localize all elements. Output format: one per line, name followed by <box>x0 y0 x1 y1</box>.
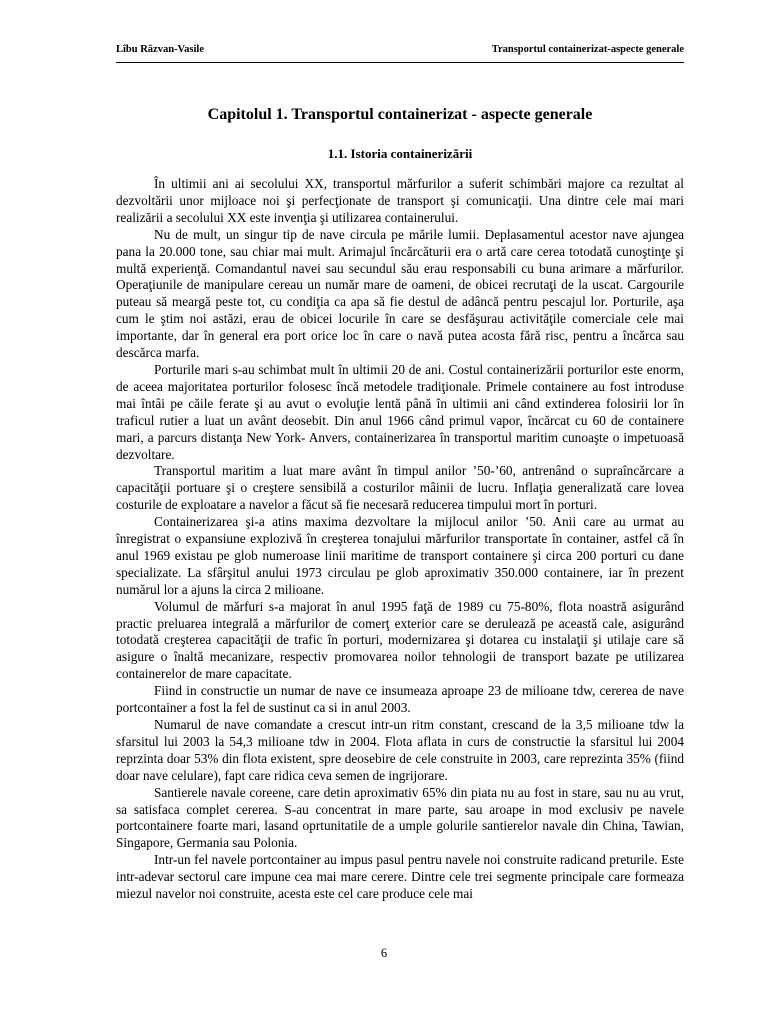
paragraph: În ultimii ani ai secolului XX, transportul mărfurilor a suferit schimbări majore ca rezultat al dezvoltării unor mijloace noi şi perfecţionate de transport şi comunicaţii. Una dintre cele mai mari realizării a secolului XX este invenţia şi utilizarea containerului. <box>116 176 684 225</box>
paragraph: Nu de mult, un singur tip de nave circula pe mările lumii. Deplasamentul acestor nave ajungea pana la 20.000 tone, sau chiar mai mult. Arimajul încărcăturii era o artă care cerea totodată cunoştinţe şi multă experienţă. Comandantul navei sau secundul său erau responsabili cu buna arimare a mărfurilor. Operaţiunile de manipulare cereau un număr mare de oameni, de obicei recrutaţi de la uscat. Cargourile puteau să meargă peste tot, cu condiţia ca apa să fie destul de adâncă pentru pescajul lor. Porturile, aşa cum le ştim noi astăzi, erau de obicei locurile în care se desfăşurau activităţile comerciale cele mai importante, dar în general era port orice loc în care o navă putea acosta fără risc, pentru a încărca sau descărca marfa. <box>116 226 684 361</box>
paragraph: Santierele navale coreene, care detin aproximativ 65% din piata nu au fost in stare, sau nu au vrut, sa satisfaca complet cererea. S-au concentrat in mare parte, sau aroape in mod exclusiv pe navele portcontainere foarte mari, lasand oprtunitatile de a umple golurile santierelor navale din China, Tawian, Singapore, Germania sau Polonia. <box>116 784 684 851</box>
header-divider <box>116 62 684 63</box>
running-header <box>116 44 684 60</box>
paragraph: Containerizarea şi-a atins maxima dezvoltare la mijlocul anilor ’50. Anii care au urmat au înregistrat o expansiune explozivă în creşterea tonajului mărfurilor transportate în container, astfel că în anul 1969 existau pe glob numeroase linii maritime de transport containere şi circa 200 porturi cu dane specializate. La sfârşitul anului 1973 circulau pe glob aproximativ 350.000 containere, iar în prezent numărul lor a ajuns la circa 2 milioane. <box>116 514 684 597</box>
body-text <box>116 176 684 903</box>
section-title: 1.1. Istoria containerizării <box>327 146 473 161</box>
chapter-title: Capitolul 1. Transportul containerizat - aspecte generale <box>207 106 593 123</box>
header-running-title: Transportul containerizat-aspecte generale <box>491 44 684 55</box>
paragraph: Transportul maritim a luat mare avânt în timpul anilor ’50-’60, antrenând o supraîncărcare a capacităţii portuare şi o creştere sensibilă a costurilor mâinii de lucru. Inflaţia generalizată care lovea costurile de exploatare a navelor a făcut să fie necesară reducerea timpului mort în porturi. <box>116 463 684 513</box>
paragraph: Volumul de mărfuri s-a majorat în anul 1995 faţă de 1989 cu 75-80%, flota noastră asigurând practic preluarea integrală a mărfurilor de comerţ exterior care se derulează pe această cale, asigurând totodată creşterea capacităţii de trafic în porturi, modernizarea şi dotarea cu instalaţii şi utilaje care să asigure o înaltă mecanizare, respectiv promovarea noilor tehnologii de transport bazate pe utilizarea containerelor de mare capacitate. <box>116 598 684 682</box>
page-number: 6 <box>380 946 388 960</box>
header-author: Lîbu Răzvan-Vasile <box>116 44 205 55</box>
paragraph: Fiind in constructie un numar de nave ce insumeaza aproape 23 de milioane tdw, cererea de nave portcontainer a fost la fel de sustinut ca si in anul 2003. <box>116 683 684 716</box>
paragraph: Numarul de nave comandate a crescut intr-un ritm constant, crescand de la 3,5 milioane tdw la sfarsitul lui 2003 la 54,3 milioane tdw in 2004. Flota aflata in curs de constructie la sfarsitul lui 2004 reprzinta doar 53% din flota existent, spre deosebire de cele construite in 2003, care reprezinta 35% (fiind doar nave celulare), fapt care ridica ceva semen de ingrijorare. <box>116 717 684 783</box>
paragraph: Intr-un fel navele portcontainer au impus pasul pentru navele noi construite radicand preturile. Este intr-adevar sectorul care impune cea mai mare cerere. Dintre cele trei segmente principale care formeaza miezul navelor noi construite, acesta este cel care produce cele mai <box>116 852 684 902</box>
paragraph: Porturile mari s-au schimbat mult în ultimii 20 de ani. Costul containerizării porturilor este enorm, de aceea majoritatea porturilor folosesc încă metodele tradiţionale. Primele containere au fost introduse mai întâi pe căile ferate şi au avut o evoluţie lentă până în ultimii ani când extinderea folosirii lor în traficul rutier a luat un avânt deosebit. Din anul 1966 când primul vapor, încărcat cu 60 de containere mari, a parcurs distanţa New York- Anvers, containerizarea în transportul maritim cunoaşte o impetuoasă dezvoltare. <box>116 361 684 462</box>
